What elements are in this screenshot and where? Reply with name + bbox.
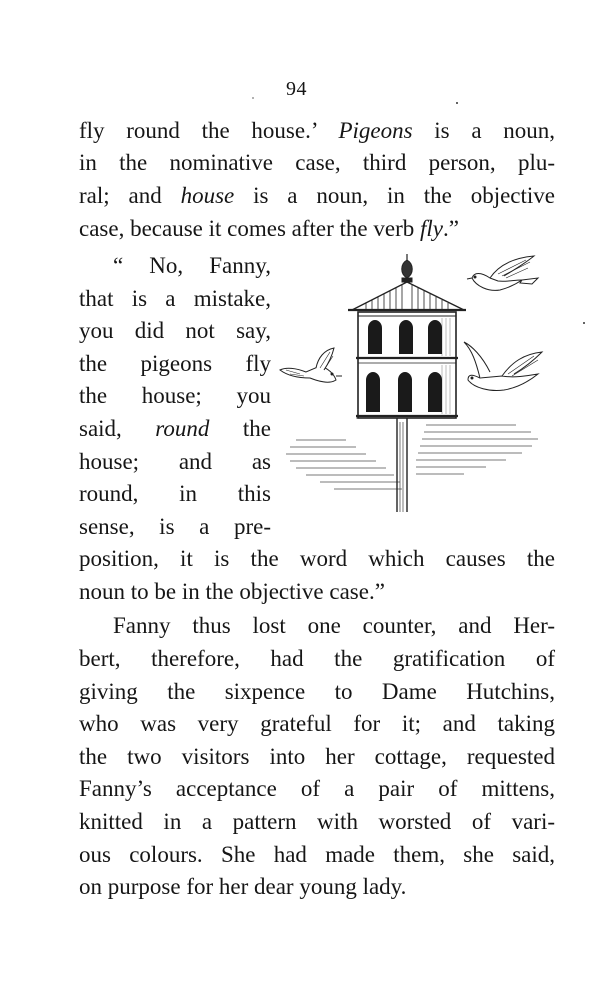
text-run: round, in this: [79, 481, 271, 506]
text-line: [79, 871, 555, 903]
text-line: [79, 773, 555, 805]
print-speck: [252, 97, 254, 99]
text-run: is a noun, in the objective: [234, 183, 555, 208]
text-run: knitted in a pattern with worsted of vari-: [79, 809, 555, 834]
text-run: the pigeons fly: [79, 351, 271, 376]
text-line: [79, 576, 555, 608]
text-line: [79, 147, 555, 179]
text-run: in the nominative case, third person, plu-: [79, 150, 555, 175]
text-run: ral; and: [79, 183, 181, 208]
italic-word: Pigeons: [338, 118, 413, 143]
text-line: [79, 543, 555, 575]
text-run: case, because it comes after the verb: [79, 216, 420, 241]
pole: [397, 418, 407, 512]
text-line: [79, 446, 271, 478]
text-run: on purpose for her dear young lady.: [79, 874, 407, 899]
page-number: 94: [286, 78, 307, 100]
text-run: bert, therefore, had the gratification of: [79, 646, 555, 671]
italic-word: round: [155, 416, 210, 441]
text-line: [79, 380, 271, 412]
text-run: giving the sixpence to Dame Hutchins,: [79, 679, 555, 704]
text-run: you did not say,: [79, 318, 271, 343]
text-line: [79, 283, 271, 315]
text-line: [79, 708, 555, 740]
finial: [402, 254, 413, 282]
print-speck: [456, 102, 458, 104]
text-run: is a noun,: [412, 118, 555, 143]
pigeon-right: [464, 342, 542, 391]
print-speck: [583, 322, 585, 324]
italic-word: fly: [420, 216, 443, 241]
text-run: the two visitors into her cottage, requested: [79, 744, 555, 769]
text-run: position, it is the word which causes the: [79, 546, 555, 571]
text-run: ous colours. She had made them, she said,: [79, 842, 555, 867]
text-run: the: [209, 416, 271, 441]
text-line: [79, 643, 555, 675]
italic-word: house: [180, 183, 235, 208]
text-line: [79, 250, 271, 282]
text-run: Fanny thus lost one counter, and Her-: [113, 613, 555, 638]
text-run: house; and as: [79, 449, 271, 474]
text-line: [79, 511, 271, 543]
roof: [348, 282, 466, 310]
text-line: [79, 213, 555, 245]
text-line: [79, 676, 555, 708]
text-line: [79, 478, 271, 510]
text-run: Fanny’s acceptance of a pair of mittens,: [79, 776, 555, 801]
pigeon-left: [280, 348, 342, 382]
text-run: “ No, Fanny,: [113, 253, 271, 278]
text-run: who was very grateful for it; and taking: [79, 711, 555, 736]
text-line: [79, 806, 555, 838]
text-line: [79, 741, 555, 773]
text-line: [79, 839, 555, 871]
text-run: the house; you: [79, 383, 271, 408]
text-line: [79, 413, 271, 445]
text-run: .”: [443, 216, 459, 241]
text-run: noun to be in the objective case.”: [79, 579, 385, 604]
text-run: that is a mistake,: [79, 286, 271, 311]
dovecote-illustration: [276, 250, 552, 518]
ground-hatching: [286, 410, 538, 489]
pigeon-top-right: [467, 256, 538, 290]
text-run: fly round the house.’: [79, 118, 339, 143]
text-line: [79, 610, 555, 642]
text-line: [79, 348, 271, 380]
text-line: [79, 180, 555, 212]
text-run: sense, is a pre-: [79, 514, 271, 539]
text-run: said,: [79, 416, 156, 441]
text-line: [79, 115, 555, 147]
text-line: [79, 315, 271, 347]
